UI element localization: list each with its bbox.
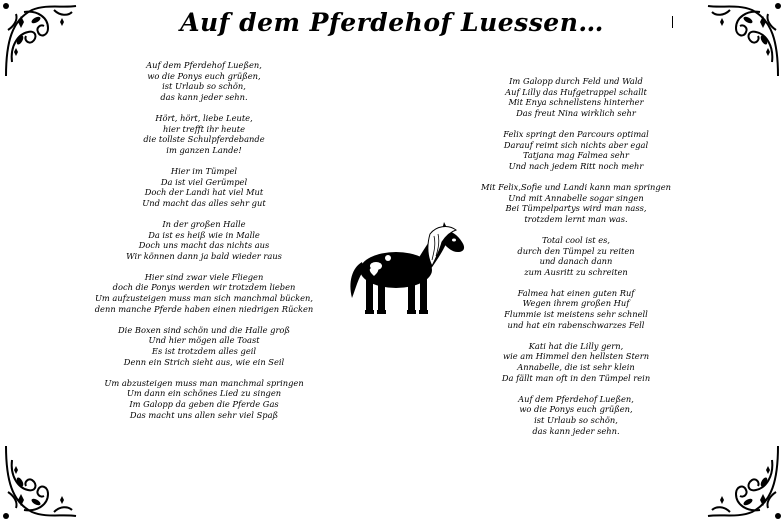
poem-line: wie am Himmel den hellsten Stern [502, 351, 650, 362]
poem-line: Hier sind zwar viele Fliegen [144, 271, 264, 282]
poem-stanza [84, 113, 324, 155]
poem-line: im ganzen Lande! [166, 144, 242, 155]
poem-line: Kati hat die Lilly gern, [528, 340, 624, 351]
page-title: Auf dem Pferdehof Luessen… [180, 8, 604, 37]
floral-corner-ornament-icon [2, 442, 80, 520]
poem-line: das kann jeder sehn. [532, 425, 620, 436]
poem-line: Mit Enya schnellstens hinterher [508, 97, 644, 108]
poem-stanza [456, 341, 696, 383]
poem-line: Und nach jedem Ritt noch mehr [508, 160, 644, 171]
poem-line: Im Galopp durch Feld und Wald [509, 76, 643, 86]
poem-stanza [456, 394, 696, 436]
poem-line: das kann jeder sehn. [160, 91, 248, 102]
poem-line: Mit Felix,Sofie und Landi kann man springen [481, 181, 671, 192]
poem-line: Die Boxen sind schön und die Halle groß [118, 324, 290, 335]
text-cursor [672, 16, 673, 28]
poem-line: die tollste Schulpferdebande [143, 134, 265, 145]
poem-line: ist Urlaub so schön, [534, 415, 618, 425]
poem-line: Flummie ist meistens sehr schnell [504, 309, 648, 320]
poem-line: Total cool ist es, [541, 234, 611, 245]
poem-line: Darauf reimt sich nichts aber egal [503, 139, 649, 150]
poem-line: wo die Ponys euch grüßen, [519, 404, 633, 415]
poem-line: denn manche Pferde haben einen niedrigen Rücken [94, 303, 314, 314]
pony-silhouette-icon [346, 222, 470, 322]
poem-line: trotzdem lernt man was. [524, 213, 628, 224]
poem-line: und hat ein rabenschwarzes Fell [507, 319, 645, 330]
poem-line: Annabelle, die ist sehr klein [517, 362, 635, 373]
poem-line: Um dann ein schönes Lied zu singen [126, 388, 282, 399]
poem-line: Und hier mögen alle Toast [148, 335, 260, 346]
poem-stanza [456, 129, 696, 171]
poem-stanza [84, 219, 324, 261]
poem-line: Wir können dann ja bald wieder raus [126, 250, 282, 261]
floral-corner-ornament-icon [704, 442, 782, 520]
poem-stanza [456, 235, 696, 277]
poem-line: Um abzusteigen muss man manchmal springen [104, 377, 304, 388]
poem-line: Und mit Annabelle sogar singen [508, 192, 644, 203]
poem-stanza [84, 60, 324, 102]
poem-line: Hier im Tümpel [170, 165, 238, 176]
poem-line: und danach dann [539, 256, 613, 267]
poem-line: Falmea hat einen guten Ruf [517, 287, 635, 298]
poem-line: Bei Tümpelpartys wird man nass, [505, 203, 647, 214]
poem-line: Auf dem Pferdehof Lueßen, [146, 60, 262, 70]
poem-line: doch die Ponys werden wir trotzdem lieben [112, 282, 296, 293]
poem-line: Da fällt man oft in den Tümpel rein [501, 372, 651, 383]
poem-line: wo die Ponys euch grüßen, [147, 70, 261, 81]
poem-line: Das macht uns allen sehr viel Spaß [129, 409, 279, 420]
poem-left-column [84, 60, 324, 431]
poem-line: Das freut Nina wirklich sehr [516, 107, 636, 118]
poem-line: Denn ein Strich sieht aus, wie ein Seil [123, 356, 285, 367]
poem-line: Doch der Landi hat viel Mut [144, 187, 264, 198]
poem-line: Auf Lilly das Hufgetrappel schallt [505, 86, 647, 97]
poem-stanza [84, 325, 324, 367]
poem-line: durch den Tümpel zu reiten [517, 245, 635, 256]
poem-stanza [456, 182, 696, 224]
poem-line: Auf dem Pferdehof Lueßen, [518, 393, 634, 404]
poem-line: ist Urlaub so schön, [162, 81, 246, 92]
poem-line: Und macht das alles sehr gut [142, 197, 266, 208]
poem-line: Felix springt den Parcours optimal [503, 128, 649, 139]
poem-stanza [84, 166, 324, 208]
poem-stanza [456, 76, 696, 118]
poem-line: Da ist viel Gerümpel [160, 176, 248, 187]
poem-line: Wegen ihrem großen Huf [522, 298, 630, 309]
poem-stanza [84, 378, 324, 420]
poem-line: In der großen Halle [162, 218, 246, 229]
poem-line: Um aufzusteigen muss man sich manchmal bücken, [94, 293, 314, 304]
poem-line: Hört, hört, liebe Leute, [155, 112, 253, 123]
poem-stanza [84, 272, 324, 314]
poem-line: zum Ausritt zu schreiten [524, 266, 628, 277]
poem-stanza [456, 288, 696, 330]
poem-line: Da ist es heiß wie in Malle [148, 229, 260, 240]
poem-line: Im Galopp da geben die Pferde Gas [129, 399, 279, 409]
floral-corner-ornament-icon [704, 2, 782, 80]
floral-corner-ornament-icon [2, 2, 80, 80]
poem-line: Tatjana mag Falmea sehr [522, 150, 629, 161]
poem-line: Doch uns macht das nichts aus [138, 240, 270, 251]
poem-line: hier trefft ihr heute [162, 123, 245, 134]
poem-right-column [456, 76, 696, 447]
poem-line: Es ist trotzdem alles geil [151, 346, 257, 357]
